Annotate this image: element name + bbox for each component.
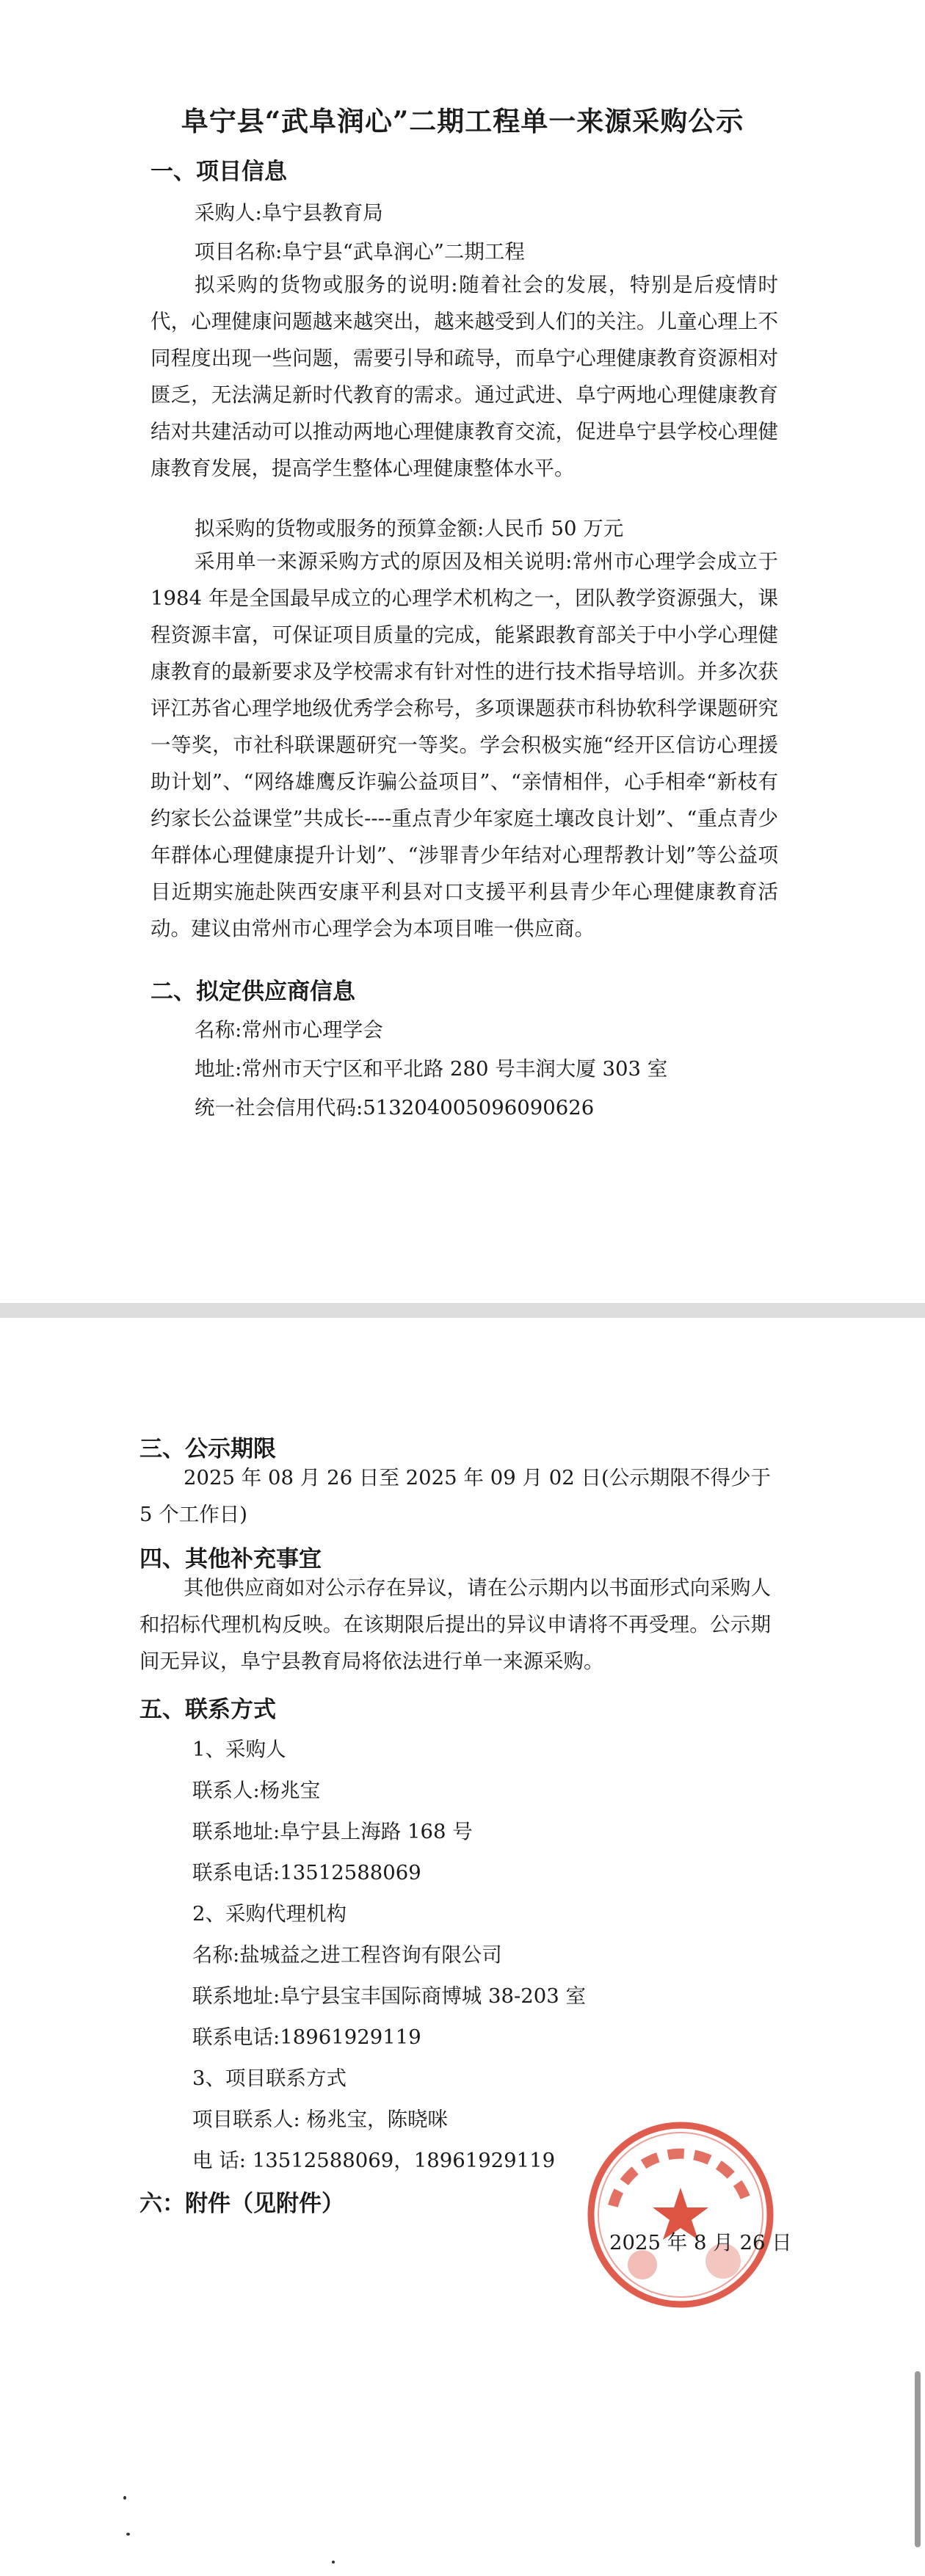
section-heading-attachment: 六：附件（见附件） — [139, 2191, 344, 2217]
project-phone-line: 电 话: 13512588069，18961929119 — [192, 2149, 556, 2172]
scrollbar-thumb[interactable] — [915, 2371, 921, 2547]
purchaser-address-line: 联系地址:阜宁县上海路 168 号 — [192, 1820, 473, 1843]
scan-speck — [123, 2496, 126, 2500]
period-paragraph: 2025 年 08 月 26 日至 2025 年 09 月 02 日(公示期限不得少于 5 个工作日) — [139, 1466, 771, 1526]
purchaser-contact-line: 联系人:杨兆宝 — [192, 1779, 321, 1802]
agency-address-line: 联系地址:阜宁县宝丰国际商博城 38-203 室 — [192, 1984, 587, 2008]
section-heading-period: 三、公示期限 — [139, 1436, 276, 1462]
project-contact-line: 项目联系人: 杨兆宝，陈晓咪 — [192, 2108, 449, 2131]
purchaser-subheading: 1、采购人 — [192, 1738, 286, 1761]
supplier-name-line: 名称:常州市心理学会 — [195, 1018, 383, 1042]
document-date: 2025 年 8 月 26 日 — [609, 2231, 792, 2254]
budget-line: 拟采购的货物或服务的预算金额:人民币 50 万元 — [195, 517, 624, 540]
document-title: 阜宁县“武阜润心”二期工程单一来源采购公示 — [181, 105, 744, 137]
purchaser-phone-line: 联系电话:13512588069 — [192, 1861, 421, 1884]
page-separator — [0, 1303, 925, 1318]
reason-paragraph: 采用单一来源采购方式的原因及相关说明:常州市心理学会成立于 1984 年是全国最早成立的心理学术机构之一，团队教学资源强大，课程资源丰富，可保证项目质量的完成，能紧跟教育部关于中小学心理健康教育的最新要求及学校需求有针对性的进行技术指导培训。并多次获评江苏省心理学地级优秀学会称号，多项课题获市科协软科学课题研究一等奖，市社科联课题研究一等奖。学会积极实施“经开区信访心理援助计划”、“网络雄鹰反诈骗公益项目”、“亲情相伴，心手相牵“新枝有约家长公益课堂”共成长----重点青少年家庭土壤改良计划”、“重点青少年群体心理健康提升计划”、“涉罪青少年结对心理帮教计划”等公益项目近期实施赴陕西安康平利县对口支援平利县青少年心理健康教育活动。建议由常州市心理学会为本项目唯一供应商。 — [150, 550, 778, 940]
section-heading-contact: 五、联系方式 — [139, 1697, 276, 1723]
section-heading-supplier: 二、拟定供应商信息 — [150, 979, 355, 1005]
agency-subheading: 2、采购代理机构 — [192, 1902, 347, 1926]
project-name-line: 项目名称:阜宁县“武阜润心”二期工程 — [195, 240, 525, 264]
purchaser-line: 采购人:阜宁县教育局 — [195, 201, 383, 225]
other-paragraph: 其他供应商如对公示存在异议，请在公示期内以书面形式向采购人和招标代理机构反映。在该期限后提出的异议申请将不再受理。公示期间无异议，阜宁县教育局将依法进行单一来源采购。 — [139, 1576, 771, 1673]
official-seal-stamp — [584, 2118, 778, 2312]
scan-speck — [332, 2561, 335, 2564]
agency-phone-line: 联系电话:18961929119 — [192, 2025, 421, 2049]
supplier-address-line: 地址:常州市天宁区和平北路 280 号丰润大厦 303 室 — [195, 1057, 668, 1081]
section-heading-project-info: 一、项目信息 — [150, 159, 287, 185]
agency-name-line: 名称:盐城益之进工程咨询有限公司 — [192, 1943, 502, 1967]
scan-speck — [126, 2533, 130, 2536]
section-heading-other: 四、其他补充事宜 — [139, 1546, 322, 1572]
description-paragraph: 拟采购的货物或服务的说明:随着社会的发展，特别是后疫情时代，心理健康问题越来越突出，越来越受到人们的关注。儿童心理上不同程度出现一些问题，需要引导和疏导，而阜宁心理健康教育资源相对匮乏，无法满足新时代教育的需求。通过武进、阜宁两地心理健康教育结对共建活动可以推动两地心理健康教育交流，促进阜宁县学校心理健康教育发展，提高学生整体心理健康整体水平。 — [150, 273, 778, 480]
project-contact-subheading: 3、项目联系方式 — [192, 2067, 347, 2090]
supplier-credit-code-line: 统一社会信用代码:513204005096090626 — [195, 1096, 595, 1120]
